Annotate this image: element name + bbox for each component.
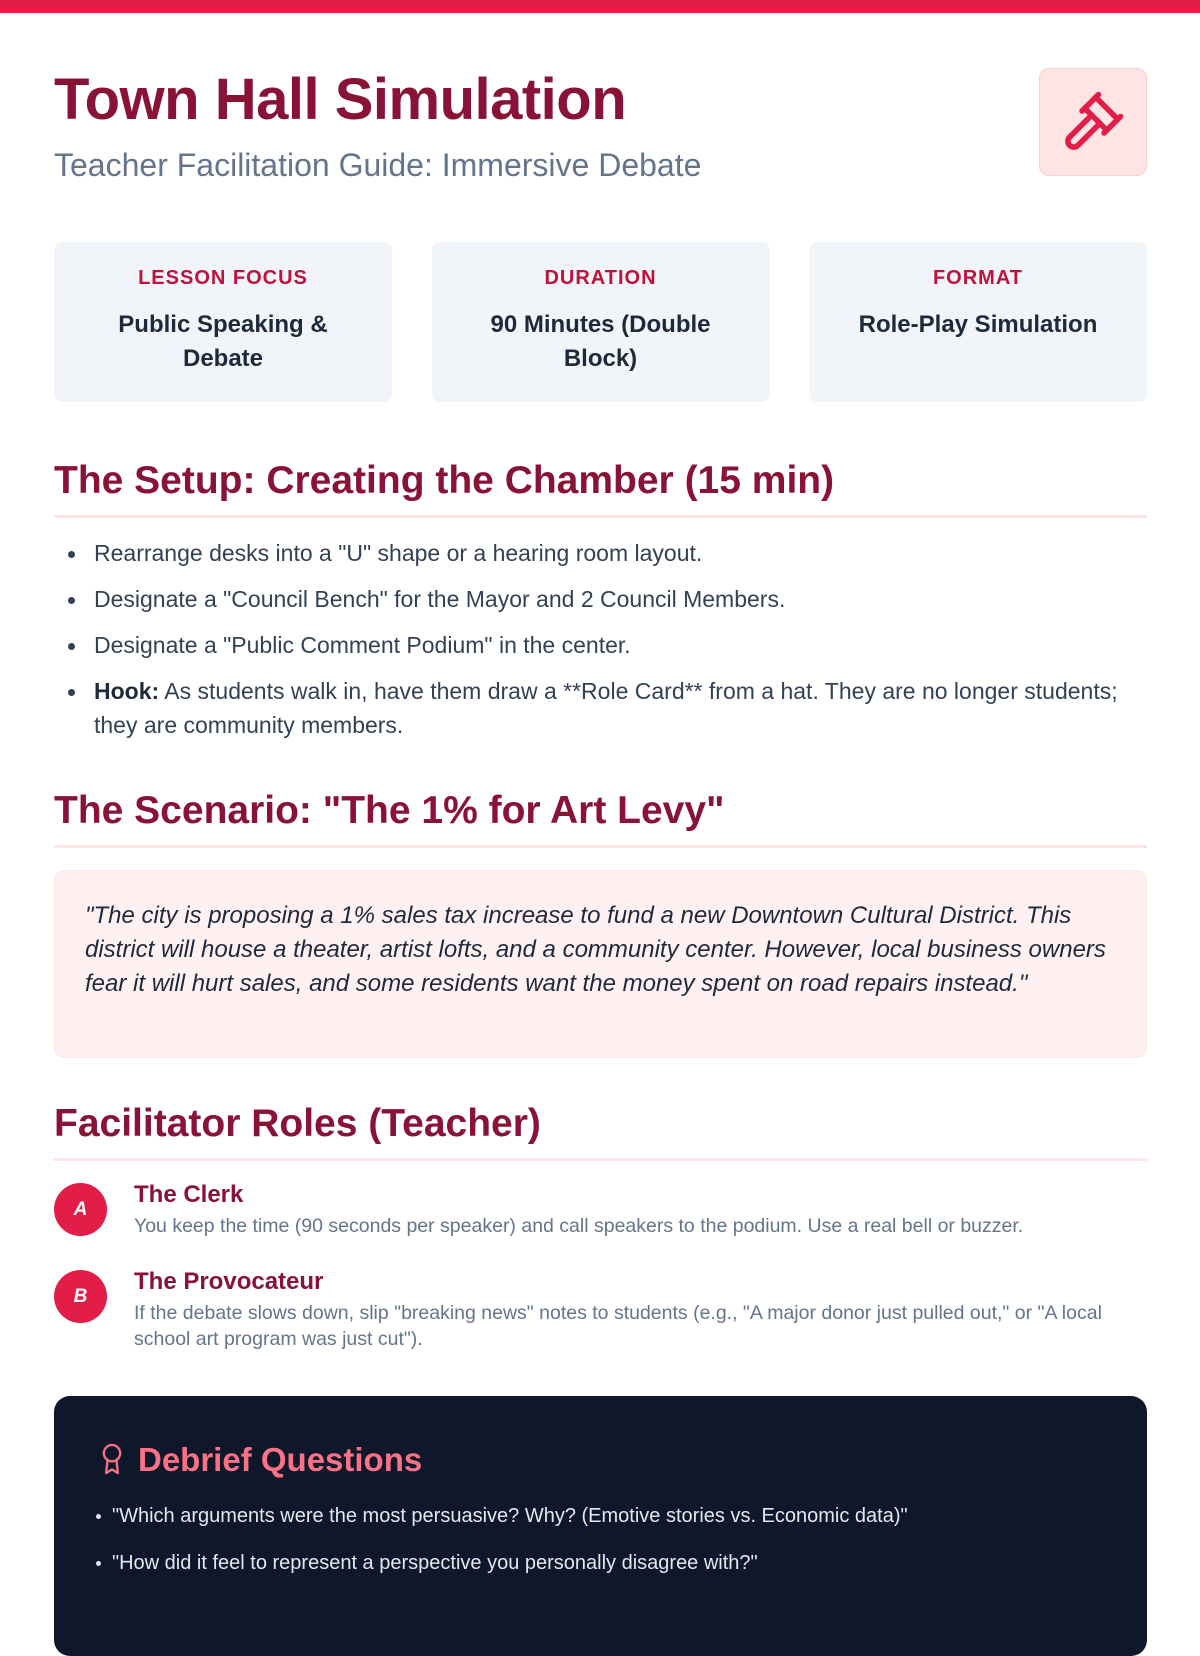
debrief-panel — [54, 1396, 1147, 1656]
bullet-icon — [96, 1514, 101, 1519]
award-icon — [98, 1442, 126, 1476]
gavel-icon — [1060, 89, 1126, 155]
list-item-text: Designate a "Public Comment Podium" in the center. — [94, 632, 631, 658]
bullet-icon — [68, 597, 75, 604]
section-divider — [54, 515, 1147, 518]
role-description: If the debate slows down, slip "breaking news" notes to students (e.g., "A major donor just pulled out," or "A local school art program was just cut"). — [134, 1302, 1102, 1350]
page-title: Town Hall Simulation — [54, 67, 627, 132]
page-subtitle: Teacher Facilitation Guide: Immersive Debate — [54, 147, 702, 183]
info-card-label: LESSON FOCUS — [138, 267, 308, 289]
page-header — [54, 68, 1147, 188]
list-item — [54, 536, 1147, 570]
info-card-label: DURATION — [544, 267, 657, 289]
debrief-question-list — [96, 1502, 908, 1596]
top-accent-bar — [0, 0, 1200, 13]
hook-text: As students walk in, have them draw a **Role Card** from a hat. They are no longer students; they are community members. — [94, 678, 1118, 738]
info-card-value: Public Speaking & Debate — [118, 311, 328, 372]
info-cards — [54, 242, 1147, 402]
info-card-duration — [432, 242, 770, 402]
role-description: You keep the time (90 seconds per speaker) and call speakers to the podium. Use a real bell or buzzer. — [134, 1215, 1024, 1237]
info-card-value: 90 Minutes (Double Block) — [490, 311, 711, 372]
debrief-question — [96, 1502, 908, 1530]
section-divider — [54, 845, 1147, 848]
debrief-question-text: "Which arguments were the most persuasive? Why? (Emotive stories vs. Economic data)" — [112, 1505, 908, 1527]
list-item — [54, 582, 1147, 616]
debrief-question — [96, 1549, 908, 1577]
bullet-icon — [68, 689, 75, 696]
scenario-quote: "The city is proposing a 1% sales tax increase to fund a new Downtown Cultural District. This district will house a theater, artist lofts, and a community center. However, local business owners fear it will hurt sales, and some residents want the money spent on road repairs instead." — [85, 902, 1106, 997]
list-item-text: Rearrange desks into a "U" shape or a hearing room layout. — [94, 540, 703, 566]
role-name: The Clerk — [134, 1181, 244, 1208]
hook-label: Hook: — [94, 678, 160, 704]
role-name: The Provocateur — [134, 1268, 324, 1295]
info-card-format — [809, 242, 1147, 402]
logo-badge — [1039, 68, 1147, 176]
list-item-hook — [54, 674, 1147, 742]
bullet-icon — [68, 551, 75, 558]
debrief-question-text: "How did it feel to represent a perspective you personally disagree with?" — [112, 1552, 758, 1574]
bullet-icon — [96, 1561, 101, 1566]
roles-section-title: Facilitator Roles (Teacher) — [54, 1102, 541, 1145]
debrief-title: Debrief Questions — [138, 1440, 423, 1478]
scenario-section-title: The Scenario: "The 1% for Art Levy" — [54, 789, 725, 832]
info-card-lesson-focus — [54, 242, 392, 402]
list-item-text: Designate a "Council Bench" for the Mayor and 2 Council Members. — [94, 586, 786, 612]
info-card-label: FORMAT — [932, 267, 1024, 289]
setup-section-title: The Setup: Creating the Chamber (15 min) — [54, 459, 835, 502]
bullet-icon — [68, 643, 75, 650]
setup-list — [54, 536, 1147, 754]
scenario-quote-box — [54, 870, 1147, 1058]
role-badge: B — [54, 1270, 107, 1323]
section-divider — [54, 1158, 1147, 1161]
debrief-header — [98, 1442, 422, 1476]
list-item — [54, 628, 1147, 662]
info-card-value: Role-Play Simulation — [858, 311, 1098, 338]
role-badge: A — [54, 1183, 107, 1236]
